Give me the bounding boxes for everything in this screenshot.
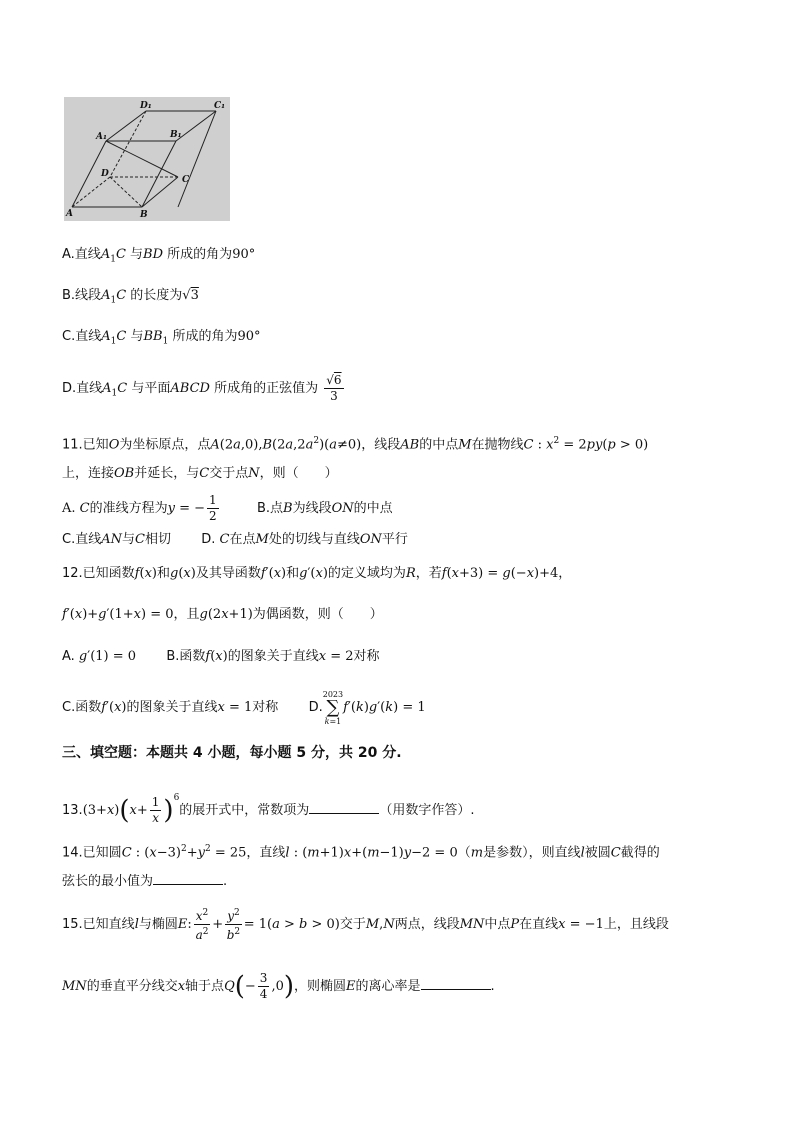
q12-options-cd: C.函数f′(x)的图象关于直线x = 1对称 D. 2023 ∑ k=1 f′(k)g′(k) = 1 [62,689,426,726]
q10-option-d: D.直线$A_1C$ 与平面ABCD 所成角的正弦值为 $\frac{√6}{3}$ [62,373,342,403]
q11-stem-line2: 上，连接OB并延长，与C交于点N，则（ ） [62,466,338,481]
parallelepiped-diagram [64,97,230,221]
label-C: C [182,175,190,185]
label-B: B [140,210,148,220]
parallelepiped-figure [64,97,230,221]
label-D: D [101,169,109,179]
label-B1: B₁ [170,130,182,140]
label-A1: A₁ [96,132,107,142]
q10-option-a: A.直线$A_1C$ 与BD 所成的角为90° [62,247,256,265]
q12-options-ab: A. g′(1) = 0 B.函数f(x)的图象关于直线x = 2对称 [62,649,380,664]
q10-option-b: B.线段$A_1C$ 的长度为√3 [62,288,199,306]
q11-options-ab: A. C的准线方程为y = − $\frac{1}{2}$ B.点B为线段ON的中点 [62,493,393,523]
q10-option-c: C.直线$A_1C$ 与$BB_1$ 所成的角为90° [62,329,261,347]
q15-line1: 15.已知直线l与椭圆E: $\frac{x^2}{a^2}$ + $\frac{y^2}{b^2}$ = 1(a > b > 0)交于M,N两点，线段MN中点P在直线x = −1上，且线段 [62,908,669,942]
q12-stem-line2: f′(x)+g′(1+x) = 0，且g(2x+1)为偶函数，则（ ） [62,607,383,622]
q11-options-cd: C.直线AN与C相切 D. C在点M处的切线与直线ON平行 [62,532,408,547]
label-A: A [66,209,73,219]
section-3-heading: 三、填空题：本题共 4 小题，每小题 5 分，共 20 分. [62,745,402,761]
q14-line2: 弦长的最小值为 . [62,874,228,889]
q14-line1: 14.已知圆C : $(x-3)^2+y^2 = 25$，直线l : (m+1)x+(m−1)y−2 = 0（m是参数），则直线l被圆C截得的 [62,844,660,861]
q15-line2: MN的垂直平分线交x轴于点Q(− $\frac{3}{4}$ ,0)，则椭圆E的离心率是 . [62,971,495,1002]
q12-stem-line1: 12.已知函数f(x)和g(x)及其导函数f′(x)和g′(x)的定义域均为R，若f(x+3) = g(−x)+4， [62,566,572,581]
q13: 13.(3+x)(x+ $\frac{1}{x}$ )$^6$的展开式中，常数项为 （用数字作答）. [62,793,475,826]
q11-stem-line1: 11.已知O为坐标原点，点$A(2a,0),B(2a,2a^2)(a\ne 0)$，线段AB的中点M在抛物线C : $x^2 = 2py(p > 0)$ [62,436,649,453]
label-D1: D₁ [140,101,152,111]
label-C1: C₁ [214,101,226,111]
